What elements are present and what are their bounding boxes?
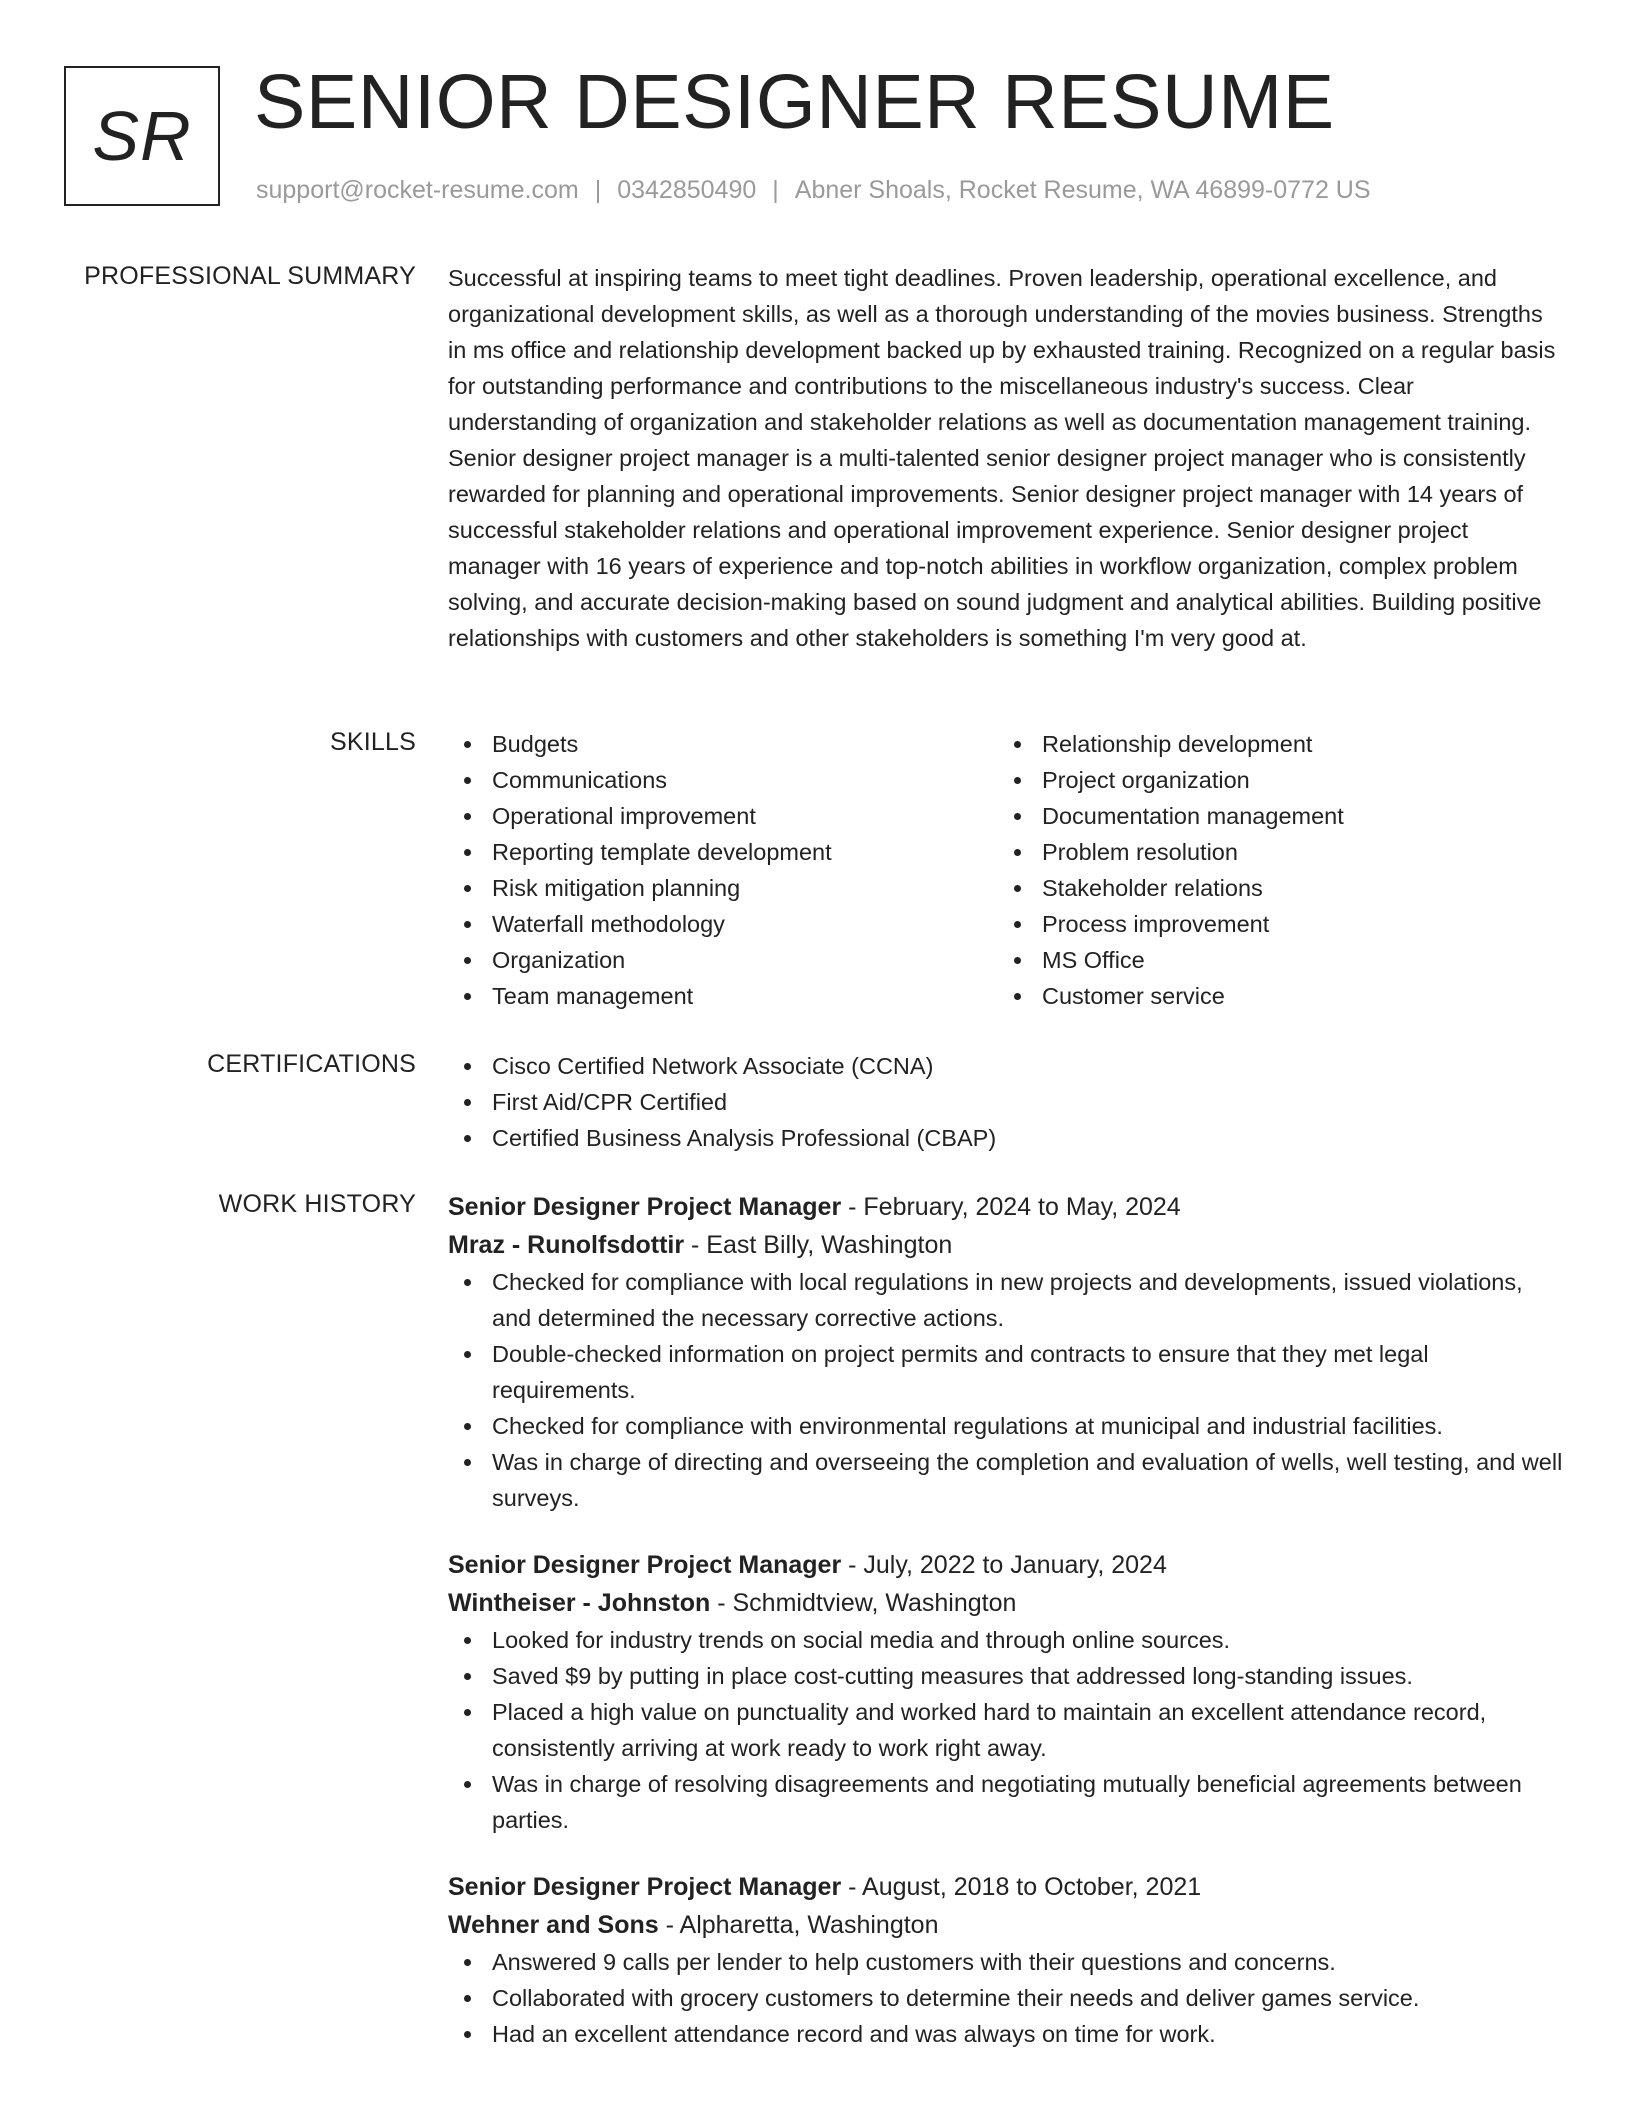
contact-address: Abner Shoals, Rocket Resume, WA 46899-0772 US xyxy=(794,176,1371,204)
job-dates: - July, 2022 to January, 2024 xyxy=(841,1551,1167,1579)
certifications-list xyxy=(448,1048,1564,1156)
skills-list-right xyxy=(998,726,1548,1014)
job-company: Wehner and Sons xyxy=(448,1911,659,1939)
job-bullet-list xyxy=(448,1622,1564,1838)
skill-item: Reporting template development xyxy=(448,834,998,870)
skill-item: Budgets xyxy=(448,726,998,762)
certifications-body xyxy=(448,1048,1564,1156)
skill-item: Project organization xyxy=(998,762,1548,798)
job-entry xyxy=(448,1868,1564,2052)
skill-item: MS Office xyxy=(998,942,1548,978)
job-company-line xyxy=(448,1226,1564,1264)
contact-separator: | xyxy=(772,176,779,204)
job-entry xyxy=(448,1188,1564,1516)
job-company: Wintheiser - Johnston xyxy=(448,1589,711,1617)
job-title: Senior Designer Project Manager xyxy=(448,1551,842,1579)
job-title-line xyxy=(448,1546,1564,1584)
job-location: - Schmidtview, Washington xyxy=(710,1589,1017,1617)
section-heading: PROFESSIONAL SUMMARY xyxy=(84,262,416,290)
job-bullet: Answered 9 calls per lender to help customers with their questions and concerns. xyxy=(448,1944,1564,1980)
job-bullet: Checked for compliance with local regulations in new projects and developments, issued violations, and determined the necessary corrective actions. xyxy=(448,1264,1564,1336)
job-bullet-list xyxy=(448,1264,1564,1516)
summary-body xyxy=(448,260,1564,656)
skill-item: Problem resolution xyxy=(998,834,1548,870)
skill-item: Relationship development xyxy=(998,726,1548,762)
job-bullet: Placed a high value on punctuality and worked hard to maintain an excellent attendance record, consistently arriving at work ready to work right away. xyxy=(448,1694,1564,1766)
job-location: - Alpharetta, Washington xyxy=(658,1911,939,1939)
job-bullet: Checked for compliance with environmental regulations at municipal and industrial facilities. xyxy=(448,1408,1564,1444)
skill-item: Organization xyxy=(448,942,998,978)
resume-title: SENIOR DESIGNER RESUME xyxy=(254,59,1335,145)
skill-item: Operational improvement xyxy=(448,798,998,834)
skill-item: Documentation management xyxy=(998,798,1548,834)
certification-item: Cisco Certified Network Associate (CCNA) xyxy=(448,1048,1564,1084)
job-bullet: Had an excellent attendance record and was always on time for work. xyxy=(448,2016,1564,2052)
job-bullet: Saved $9 by putting in place cost-cutting measures that addressed long-standing issues. xyxy=(448,1658,1564,1694)
skill-item: Team management xyxy=(448,978,998,1014)
job-company-line xyxy=(448,1906,1564,1944)
summary-text: Successful at inspiring teams to meet tight deadlines. Proven leadership, operational excellence, and organizational development skills, as well as a thorough understanding of the movies business. Strengths in ms office and relationship development backed up by exhausted training. Recognized on a regular basis for outstanding performance and contributions to the miscellaneous industry's success. Clear understanding of organization and stakeholder relations as well as documentation management training. Senior designer project manager is a multi-talented senior designer project manager who is consistently rewarded for planning and operational improvements. Senior designer project manager with 14 years of successful stakeholder relations and operational improvement experience. Senior designer project manager with 16 years of experience and top-notch abilities in workflow organization, complex problem solving, and accurate decision-making based on sound judgment and analytical abilities. Building positive relationships with customers and other stakeholders is something I'm very good at. xyxy=(448,265,1556,651)
skill-item: Stakeholder relations xyxy=(998,870,1548,906)
job-location: - East Billy, Washington xyxy=(684,1231,953,1259)
contact-phone: 0342850490 xyxy=(617,176,757,204)
monogram-initials: SR xyxy=(92,97,192,175)
job-company-line xyxy=(448,1584,1564,1622)
skill-item: Waterfall methodology xyxy=(448,906,998,942)
job-title-line xyxy=(448,1188,1564,1226)
job-bullet: Looked for industry trends on social media and through online sources. xyxy=(448,1622,1564,1658)
skill-item: Customer service xyxy=(998,978,1548,1014)
job-bullet-list xyxy=(448,1944,1564,2052)
job-dates: - August, 2018 to October, 2021 xyxy=(841,1873,1202,1901)
certification-item: Certified Business Analysis Professional (CBAP) xyxy=(448,1120,1564,1156)
job-bullet: Was in charge of directing and overseeing the completion and evaluation of wells, well testing, and well surveys. xyxy=(448,1444,1564,1516)
job-bullet: Was in charge of resolving disagreements and negotiating mutually beneficial agreements between parties. xyxy=(448,1766,1564,1838)
skill-item: Process improvement xyxy=(998,906,1548,942)
section-heading: CERTIFICATIONS xyxy=(207,1050,416,1078)
work-history-body xyxy=(448,1188,1564,2082)
job-bullet: Collaborated with grocery customers to determine their needs and deliver games service. xyxy=(448,1980,1564,2016)
contact-line xyxy=(256,174,1371,206)
skill-item: Risk mitigation planning xyxy=(448,870,998,906)
job-company: Mraz - Runolfsdottir xyxy=(448,1231,685,1259)
skills-list-left xyxy=(448,726,998,1014)
certification-item: First Aid/CPR Certified xyxy=(448,1084,1564,1120)
job-title-line xyxy=(448,1868,1564,1906)
job-bullet: Double-checked information on project permits and contracts to ensure that they met legal requirements. xyxy=(448,1336,1564,1408)
contact-separator: | xyxy=(594,176,602,204)
contact-email: support@rocket-resume.com xyxy=(256,176,579,204)
job-title: Senior Designer Project Manager xyxy=(448,1873,842,1901)
section-heading: SKILLS xyxy=(330,728,416,756)
job-title: Senior Designer Project Manager xyxy=(448,1193,842,1221)
skills-body xyxy=(448,726,1564,1014)
monogram-box xyxy=(64,66,220,206)
skill-item: Communications xyxy=(448,762,998,798)
section-heading: WORK HISTORY xyxy=(218,1190,416,1218)
job-dates: - February, 2024 to May, 2024 xyxy=(841,1193,1181,1221)
job-entry xyxy=(448,1546,1564,1838)
